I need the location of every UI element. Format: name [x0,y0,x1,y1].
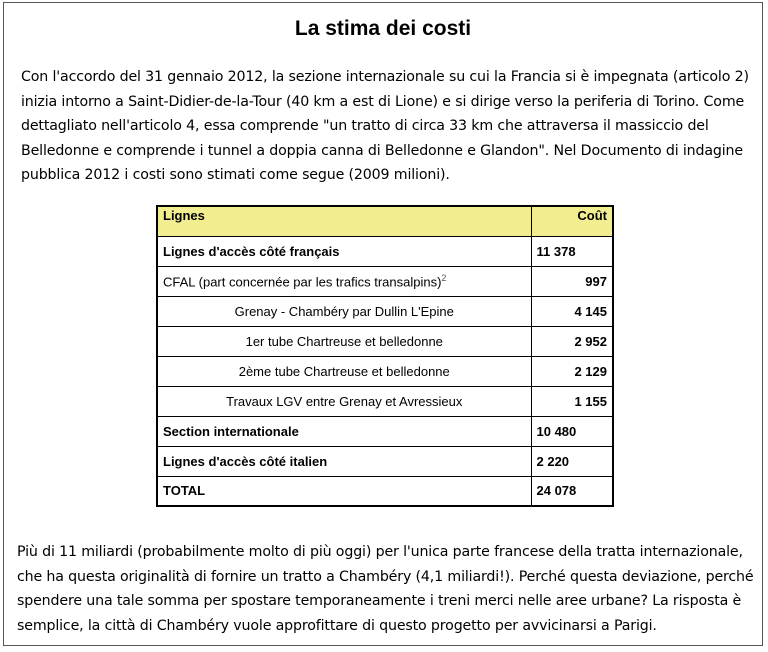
closing-line: spendere una tale somma per spostare temporaneamente i treni merci nelle aree urbane? La risposta è [17,593,742,609]
table-row [157,326,613,356]
row-value: 2 952 [531,326,613,356]
row-label: 1er tube Chartreuse et belledonne [157,326,531,356]
row-value: 10 480 [531,416,613,446]
total-value: 24 078 [531,476,613,506]
row-value: 11 378 [531,236,613,266]
intro-line: pubblica 2012 i costi sono stimati come segue (2009 milioni). [21,167,450,183]
table-row-total [157,476,613,506]
row-label: Lignes d'accès côté italien [157,446,531,476]
page-title: La stima dei costi [294,17,472,40]
intro-line: inizia intorno a Saint-Didier-de-la-Tour (40 km a est di Lione) e si dirige verso la periferia di Torino. Come [21,93,745,110]
table-row [157,266,613,296]
closing-line: semplice, la città di Chambéry vuole approfittare di questo progetto per avvicinarsi a Parigi. [17,617,657,634]
table-row [157,386,613,416]
footnote-marker: 2 [441,272,447,283]
row-label-cell [157,266,531,296]
row-label: Travaux LGV entre Grenay et Avressieux [157,386,531,416]
row-label: Grenay - Chambéry par Dullin L'Epine [157,296,531,326]
header-lignes: Lignes [157,206,531,236]
closing-line: Più di 11 miliardi (probabilmente molto di più oggi) per l'unica parte francese della tratta internazionale, [17,544,743,560]
intro-line: Con l'accordo del 31 gennaio 2012, la sezione internazionale su cui la Francia si è impegnata (articolo 2) [21,69,749,85]
row-value: 2 220 [531,446,613,476]
row-label: CFAL (part concernée par les trafics transalpins) [163,274,442,290]
row-label: Section internationale [157,416,531,446]
table-header-row [157,206,613,236]
table-row [157,296,613,326]
intro-line: Belledonne e comprende i tunnel a doppia canna di Belledonne e Glandon". Nel Documento di indagine [21,142,743,159]
table-row [157,416,613,446]
row-value: 2 129 [531,356,613,386]
row-label: 2ème tube Chartreuse et belledonne [157,356,531,386]
row-value: 4 145 [531,296,613,326]
total-label: TOTAL [157,476,531,506]
row-value: 997 [531,266,613,296]
header-cout: Coût [531,206,613,236]
closing-line: che ha questa originalità di fornire un tratto a Chambéry (4,1 miliardi!). Perché questa deviazione, perché [17,568,754,585]
row-label: Lignes d'accès côté français [157,236,531,266]
table-row [157,356,613,386]
cost-table [156,205,614,507]
closing-paragraph [17,540,754,638]
row-value: 1 155 [531,386,613,416]
intro-paragraph [21,65,751,188]
intro-line: dettagliato nell'articolo 4, essa comprende "un tratto di circa 33 km che attraversa il massiccio del [21,118,709,134]
table-row [157,236,613,266]
table-row [157,446,613,476]
